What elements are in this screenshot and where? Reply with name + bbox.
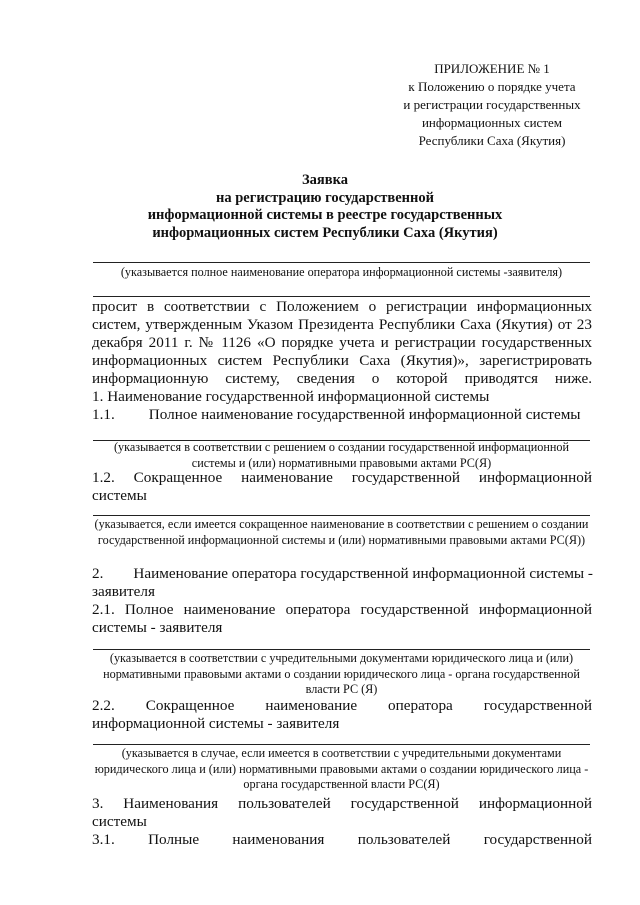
- fill-line[interactable]: [93, 649, 590, 650]
- note-operator-full-name: (указывается в соответствии с учредительными документами юридического лица и (или) нормативными правовыми актами о создании юридического лица - органа государственной власти РС (Я): [103, 651, 580, 696]
- word: государственной: [351, 469, 460, 486]
- appendix-header: [384, 60, 600, 150]
- item-2-1: 2.1. Полное наименование оператора государственной информационной системы - заявителя: [92, 601, 592, 636]
- word: 2.2.: [92, 697, 115, 714]
- item-2-2: [92, 697, 592, 715]
- fill-line[interactable]: [93, 296, 590, 297]
- word: наименование: [265, 697, 358, 714]
- item-2: [92, 565, 592, 583]
- fill-line[interactable]: [93, 744, 590, 745]
- appendix-line: Республики Саха (Якутия): [418, 133, 566, 148]
- word: наименования: [232, 831, 325, 848]
- item-3-1: [92, 831, 592, 849]
- item-2-tail: заявителя: [92, 583, 155, 600]
- note-system-full: (указывается в соответствии с решением о создании государственной информационной системы и (или) нормативными правовыми актами РС(Я): [113, 440, 570, 470]
- word: государственной: [483, 831, 592, 848]
- appendix-line: ПРИЛОЖЕНИЕ № 1: [434, 61, 550, 76]
- word: 1.2.: [92, 469, 115, 486]
- title-line: информационной системы в реестре государственных: [147, 207, 503, 223]
- item-text: Наименование оператора государственной информационной системы -: [133, 565, 593, 582]
- note-operator-short-name: (указывается в случае, если имеется в соответствии с учредительными документами юридического лица и (или) нормативными правовыми актами о создании юридического лица - органа государственной власти РС(Я): [94, 746, 589, 791]
- appendix-line: и регистрации государственных: [403, 97, 581, 112]
- word: Сокращенное: [133, 469, 223, 486]
- item-1-2: [92, 469, 592, 487]
- title-line: информационных систем Республики Саха (Якутия): [152, 224, 498, 241]
- word: информационной: [478, 795, 592, 812]
- fill-line[interactable]: [93, 262, 590, 263]
- fill-line[interactable]: [93, 515, 590, 516]
- word: оператора: [388, 697, 453, 714]
- word: Наименования: [123, 795, 219, 812]
- item-3-tail: системы: [92, 813, 147, 830]
- word: информационной: [478, 469, 592, 486]
- word: пользователей: [238, 795, 331, 812]
- word: наименование: [241, 469, 333, 486]
- word: Полные: [148, 831, 200, 848]
- word: 3.: [92, 795, 104, 812]
- word: государственной: [483, 697, 592, 714]
- item-1-2-tail: системы: [92, 487, 147, 504]
- title-line: на регистрацию государственной: [216, 189, 434, 206]
- note-system-short: (указывается, если имеется сокращенное наименование в соответствии с решением о создании государственной информационной системы и (или) нормативными правовыми актами РС(Я)): [94, 517, 589, 547]
- word: 3.1.: [92, 831, 115, 848]
- item-number: 1.1.: [92, 406, 115, 423]
- document-title: [60, 172, 590, 242]
- appendix-line: информационных систем: [421, 115, 563, 130]
- request-paragraph: просит в соответствии с Положением о регистрации информационных систем, утвержденным Указом Президента Республики Саха (Якутия) от 23 декабря 2011 г. № 1126 «О порядке учета и регистрации государственных информационных систем Республики Саха (Якутия)», зарегистрировать информационную систему, сведения о которой приводятся ниже.: [92, 298, 592, 387]
- item-1-1: [92, 406, 592, 424]
- item-2-2-tail: информационной системы - заявителя: [92, 715, 340, 732]
- word: пользователей: [357, 831, 451, 848]
- word: государственной: [350, 795, 459, 812]
- item-1: 1. Наименование государственной информационной системы: [92, 388, 490, 405]
- appendix-line: к Положению о порядке учета: [408, 79, 576, 94]
- item-number: 2.: [92, 565, 104, 582]
- word: Сокращенное: [145, 697, 235, 714]
- title-line: Заявка: [302, 172, 348, 188]
- note-operator-full: (указывается полное наименование оператора информационной системы -заявителя): [120, 265, 563, 279]
- item-3: [92, 795, 592, 813]
- item-text: Полное наименование государственной информационной системы: [148, 406, 581, 423]
